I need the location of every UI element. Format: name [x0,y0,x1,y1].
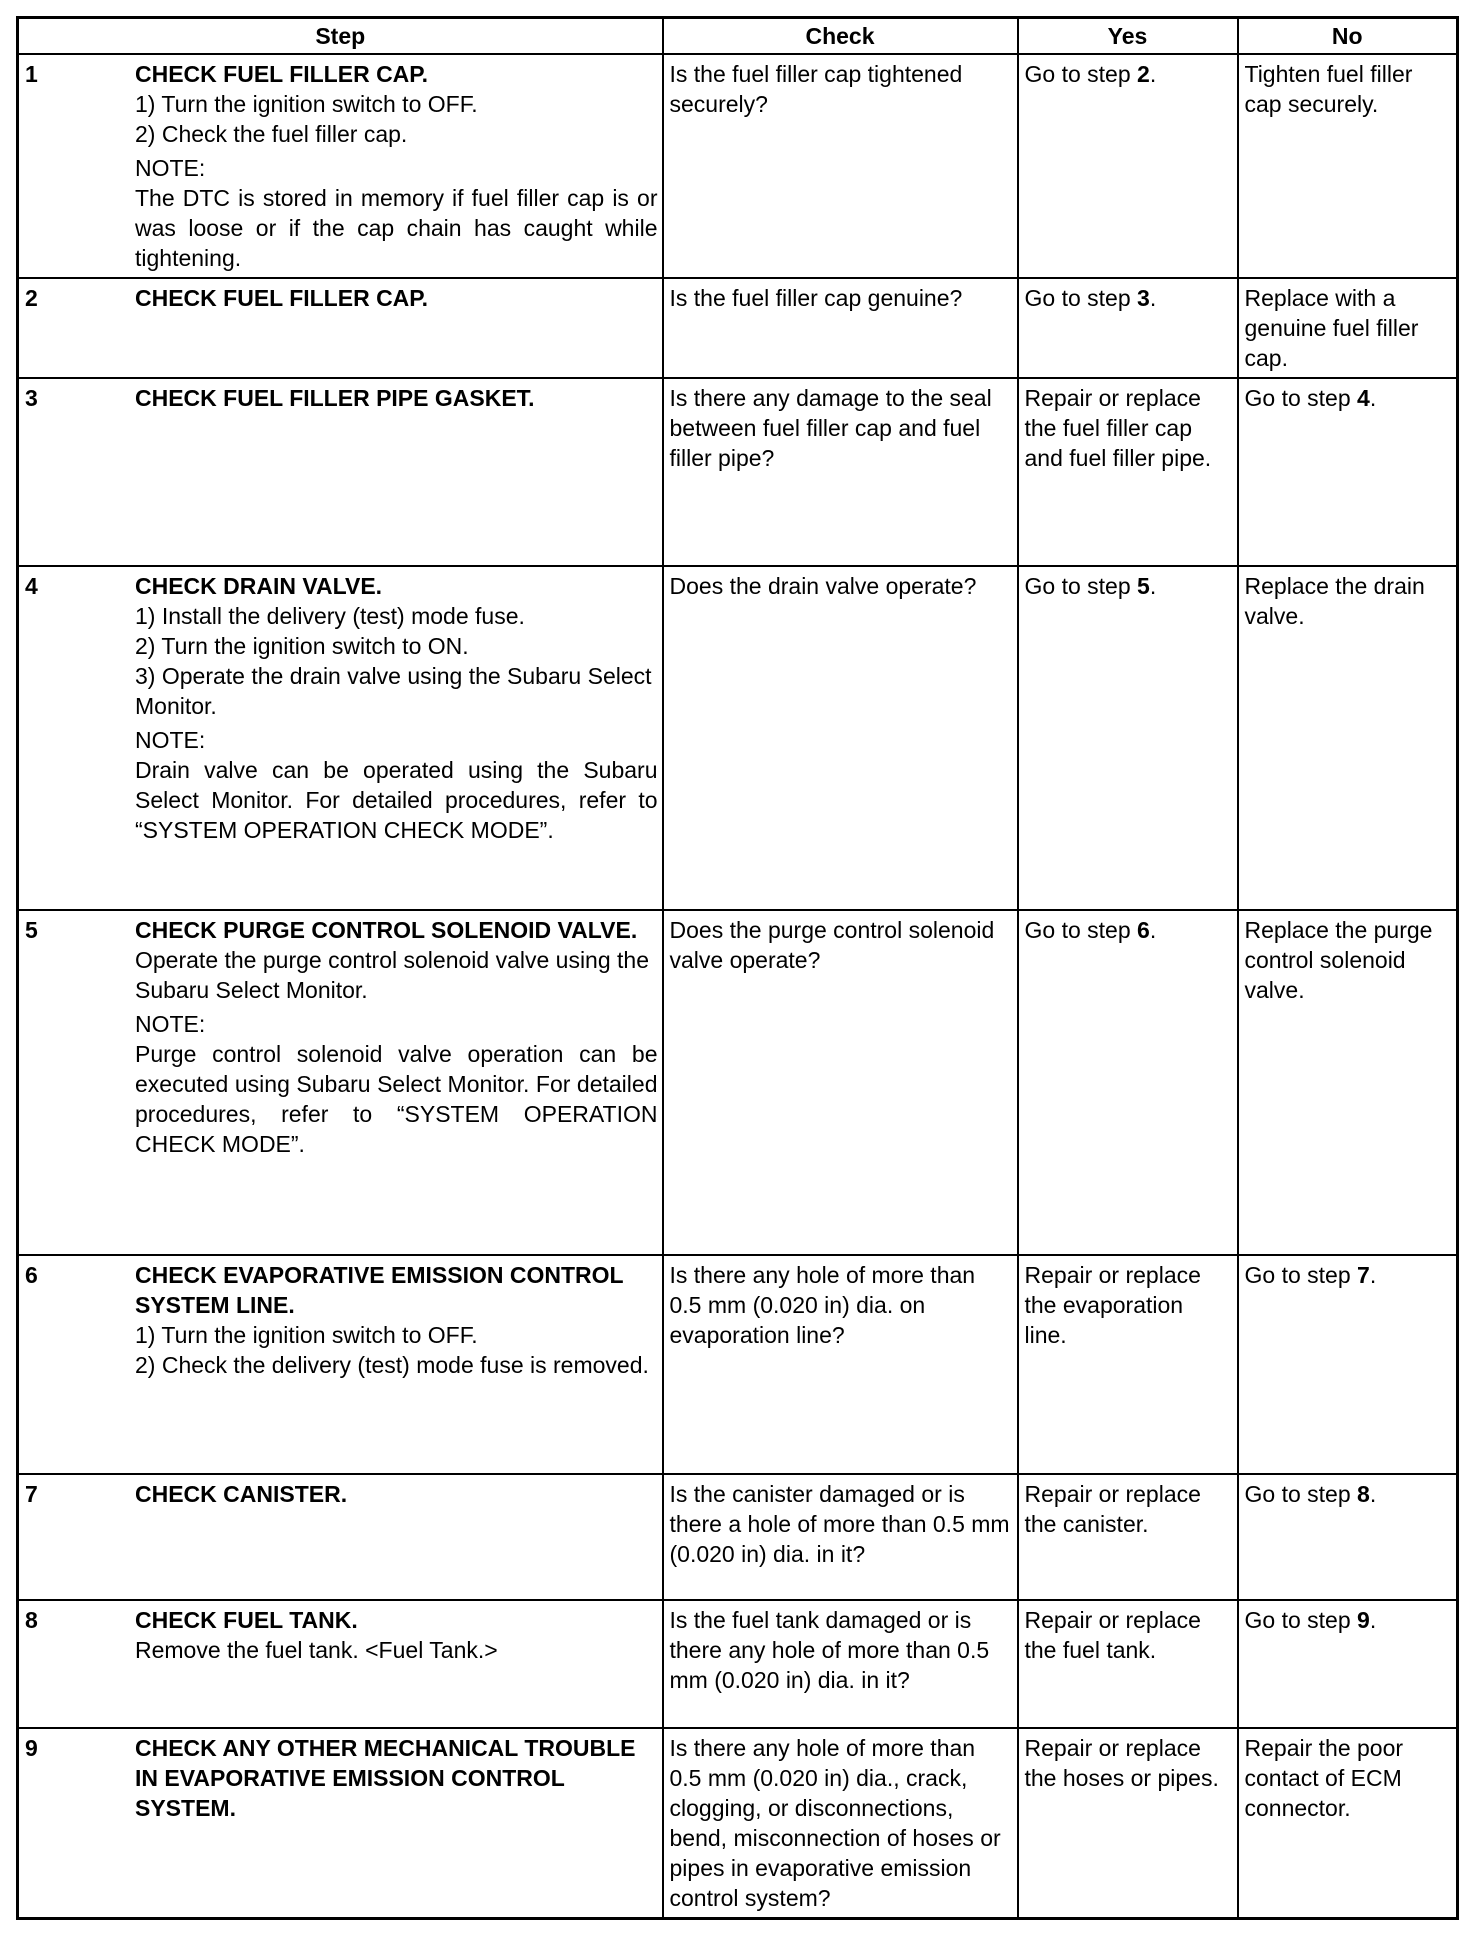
goto-step-link[interactable]: 2 [1137,61,1150,87]
yes-cell: Repair or replace the hoses or pipes. [1018,1728,1238,1919]
check-cell: Is the canister damaged or is there a hole of more than 0.5 mm (0.020 in) dia. in it? [663,1474,1018,1600]
check-cell: Does the drain valve operate? [663,566,1018,910]
table-header-row [18,18,1458,55]
check-cell: Does the purge control solenoid valve operate? [663,910,1018,1255]
step-cell [18,1600,663,1728]
step-title: CHECK FUEL FILLER CAP. [135,61,429,87]
step-instruction: 1) Turn the ignition switch to OFF. [135,91,478,117]
no-cell [1238,378,1458,566]
step-instruction: 3) Operate the drain valve using the Subaru Select Monitor. [135,663,652,719]
goto-suffix: . [1369,1607,1377,1633]
step-instruction: Remove the fuel tank. <Fuel Tank.> [135,1637,498,1663]
step-number: 3 [25,385,38,411]
goto-suffix: . [1149,61,1157,87]
step-title: CHECK FUEL TANK. [135,1607,358,1633]
step-number: 1 [25,61,38,87]
note-label: NOTE: [135,727,206,753]
yes-cell: Repair or replace the fuel filler cap and fuel filler pipe. [1018,378,1238,566]
table-row [18,1255,1458,1474]
goto-step-link[interactable]: 9 [1357,1607,1370,1633]
yes-cell: Repair or replace the evaporation line. [1018,1255,1238,1474]
step-instruction: 1) Turn the ignition switch to OFF. [135,1322,478,1348]
step-instruction: 2) Turn the ignition switch to ON. [135,633,469,659]
step-cell [18,1474,663,1600]
goto-prefix: Go to step [1024,573,1138,599]
goto-step-link[interactable]: 3 [1137,285,1150,311]
check-cell: Is the fuel tank damaged or is there any hole of more than 0.5 mm (0.020 in) dia. in it? [663,1600,1018,1728]
table-row [18,54,1458,278]
note-label: NOTE: [135,1011,206,1037]
table-row [18,566,1458,910]
header-no: No [1238,18,1458,55]
yes-cell: Repair or replace the canister. [1018,1474,1238,1600]
step-title: CHECK ANY OTHER MECHANICAL TROUBLE IN EVAPORATIVE EMISSION CONTROL SYSTEM. [135,1735,636,1821]
step-cell [18,910,663,1255]
step-cell [18,54,663,278]
table-row [18,378,1458,566]
table-row [18,1600,1458,1728]
step-number: 5 [25,917,38,943]
step-cell [18,278,663,378]
goto-suffix: . [1149,285,1157,311]
goto-prefix: Go to step [1024,61,1138,87]
goto-prefix: Go to step [1024,285,1138,311]
step-cell [18,1728,663,1919]
note-text: Drain valve can be operated using the Subaru Select Monitor. For detailed procedures, refer to “SYSTEM OPERATION CHECK MODE”. [135,757,658,843]
step-title: CHECK CANISTER. [135,1481,348,1507]
no-cell [1238,1474,1458,1600]
step-title: CHECK FUEL FILLER PIPE GASKET. [135,385,535,411]
goto-step-link[interactable]: 6 [1137,917,1150,943]
header-yes: Yes [1018,18,1238,55]
header-check: Check [663,18,1018,55]
table-row [18,910,1458,1255]
check-cell: Is there any damage to the seal between fuel filler cap and fuel filler pipe? [663,378,1018,566]
step-instruction: Operate the purge control solenoid valve using the Subaru Select Monitor. [135,947,649,1003]
no-cell: Repair the poor contact of ECM connector. [1238,1728,1458,1919]
check-cell: Is there any hole of more than 0.5 mm (0.020 in) dia. on evaporation line? [663,1255,1018,1474]
yes-cell [1018,910,1238,1255]
yes-cell [1018,278,1238,378]
note-text: The DTC is stored in memory if fuel filler cap is or was loose or if the cap chain has caught while tightening. [135,185,658,271]
no-cell: Replace the drain valve. [1238,566,1458,910]
step-cell [18,566,663,910]
header-step: Step [18,18,663,55]
note-label: NOTE: [135,155,206,181]
goto-suffix: . [1149,573,1157,599]
goto-suffix: . [1369,1262,1377,1288]
goto-step-link[interactable]: 5 [1137,573,1150,599]
goto-step-link[interactable]: 8 [1357,1481,1370,1507]
diagnostic-procedure-sheet [16,16,1456,1916]
goto-prefix: Go to step [1244,385,1358,411]
step-number: 9 [25,1735,38,1761]
goto-prefix: Go to step [1024,917,1138,943]
no-cell [1238,1600,1458,1728]
yes-cell: Repair or replace the fuel tank. [1018,1600,1238,1728]
check-cell: Is the fuel filler cap tightened securely? [663,54,1018,278]
check-cell: Is the fuel filler cap genuine? [663,278,1018,378]
step-title: CHECK EVAPORATIVE EMISSION CONTROL SYSTEM LINE. [135,1262,624,1318]
note-text: Purge control solenoid valve operation can be executed using Subaru Select Monitor. For detailed procedures, refer to “SYSTEM OPERATION CHECK MODE”. [135,1041,658,1157]
step-instruction: 2) Check the fuel filler cap. [135,121,408,147]
goto-suffix: . [1369,1481,1377,1507]
yes-cell [1018,54,1238,278]
no-cell: Tighten fuel filler cap securely. [1238,54,1458,278]
table-row [18,1728,1458,1919]
goto-step-link[interactable]: 4 [1357,385,1370,411]
step-number: 8 [25,1607,38,1633]
goto-prefix: Go to step [1244,1607,1358,1633]
step-cell [18,1255,663,1474]
step-instruction: 1) Install the delivery (test) mode fuse. [135,603,525,629]
step-cell [18,378,663,566]
goto-suffix: . [1369,385,1377,411]
goto-suffix: . [1149,917,1157,943]
no-cell: Replace the purge control solenoid valve. [1238,910,1458,1255]
table-row [18,1474,1458,1600]
step-number: 6 [25,1262,38,1288]
diagnostic-table [16,16,1459,1920]
step-title: CHECK PURGE CONTROL SOLENOID VALVE. [135,917,638,943]
table-row [18,278,1458,378]
no-cell: Replace with a genuine fuel filler cap. [1238,278,1458,378]
yes-cell [1018,566,1238,910]
goto-prefix: Go to step [1244,1481,1358,1507]
no-cell [1238,1255,1458,1474]
goto-step-link[interactable]: 7 [1357,1262,1370,1288]
step-number: 2 [25,285,38,311]
step-title: CHECK FUEL FILLER CAP. [135,285,429,311]
step-title: CHECK DRAIN VALVE. [135,573,383,599]
step-number: 7 [25,1481,38,1507]
step-instruction: 2) Check the delivery (test) mode fuse is removed. [135,1352,649,1378]
check-cell: Is there any hole of more than 0.5 mm (0.020 in) dia., crack, clogging, or disconnections, bend, misconnection of hoses or pipes in evaporative emission control system? [663,1728,1018,1919]
goto-prefix: Go to step [1244,1262,1358,1288]
step-number: 4 [25,573,38,599]
